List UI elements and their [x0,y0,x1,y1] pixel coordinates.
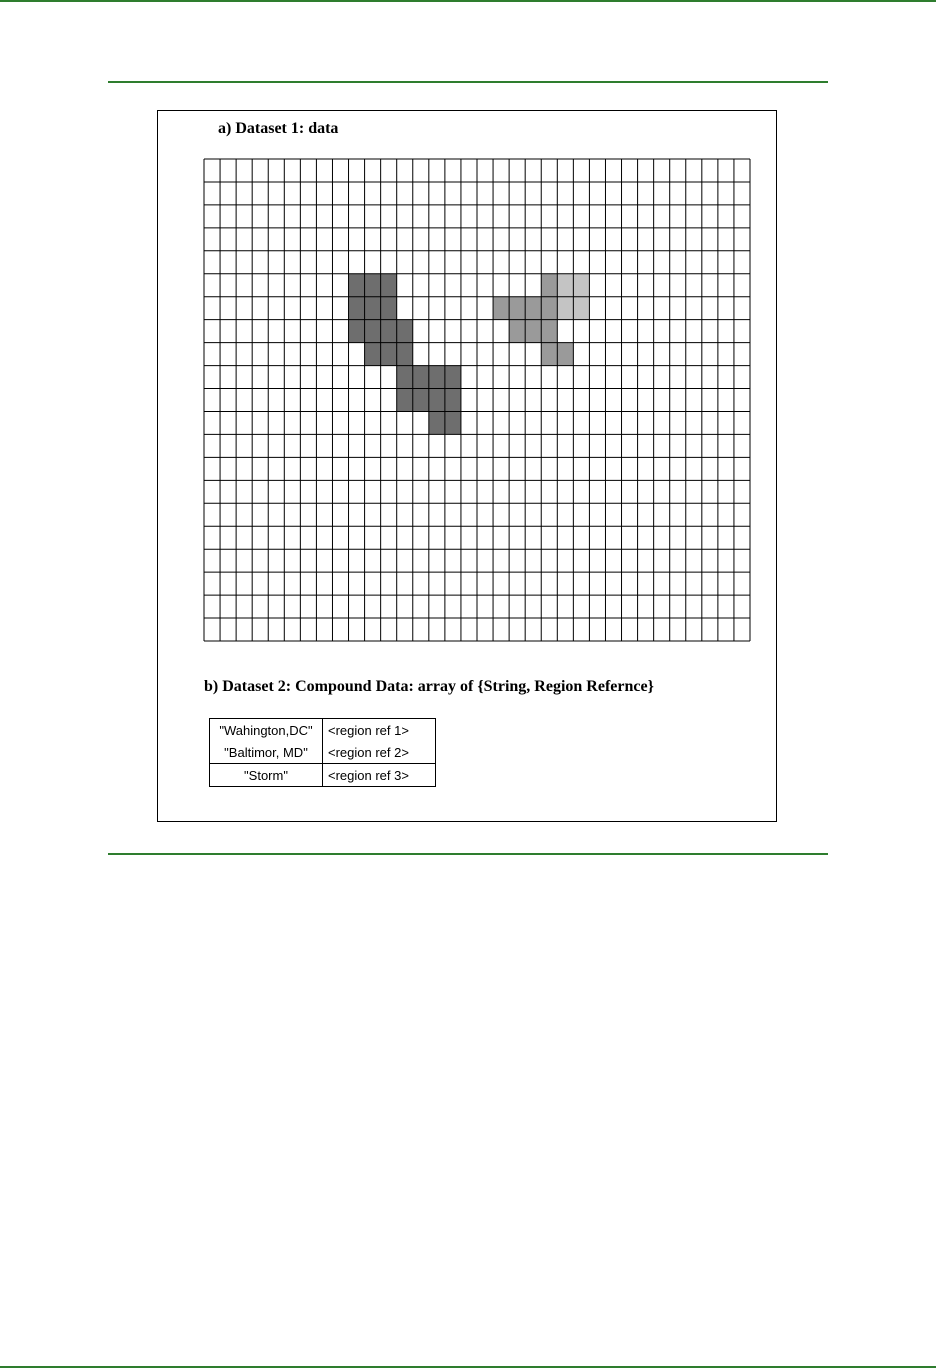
region-2-cell [557,343,573,366]
region-2-cell [541,297,557,320]
region-2-cell [509,297,525,320]
region-2-cell [493,297,509,320]
region-1-cell [445,411,461,434]
region-1-cell [397,320,413,343]
string-cell: "Wahington,DC" [210,719,323,742]
region-1-cell [365,297,381,320]
table-row [210,741,436,764]
region-2-cell [525,320,541,343]
region-1-cell [365,320,381,343]
table-row [210,764,436,787]
region-2-cell [541,274,557,297]
caption-dataset-1: a) Dataset 1: data [218,120,339,137]
string-cell: "Baltimor, MD" [210,741,323,764]
region-1-cell [381,343,397,366]
region-2-cell [525,297,541,320]
region-3-cell [573,297,589,320]
region-2-cell [541,343,557,366]
region-1-cell [413,366,429,389]
region-1-cell [381,297,397,320]
region-1-cell [397,389,413,412]
figure-frame [157,110,777,822]
caption-dataset-2: b) Dataset 2: Compound Data: array of {String, Region Refernce} [204,678,654,695]
region-1-cell [381,274,397,297]
dataset-1-grid [203,158,751,642]
region-1-cell [445,366,461,389]
string-cell: "Storm" [210,764,323,787]
region-1-cell [349,274,365,297]
table-row [210,719,436,742]
region-3-cell [573,274,589,297]
region-1-cell [429,366,445,389]
region-1-cell [445,389,461,412]
region-ref-cell: <region ref 3> [323,764,436,787]
region-1-cell [349,320,365,343]
region-1-cell [413,389,429,412]
region-1-cell [381,320,397,343]
region-2-cell [541,320,557,343]
region-1-cell [429,389,445,412]
region-2-cell [509,320,525,343]
region-1-cell [397,366,413,389]
region-1-cell [397,343,413,366]
region-1-cell [365,274,381,297]
page-bottom-rule [0,1366,936,1368]
region-ref-cell: <region ref 2> [328,744,409,760]
figure-top-rule [108,81,828,83]
region-1-cell [349,297,365,320]
compound-data-table [209,718,436,787]
region-ref-cell: <region ref 1> [328,722,409,738]
figure-bottom-rule [108,853,828,855]
region-1-cell [429,411,445,434]
region-3-cell [557,297,573,320]
page-top-rule [0,0,936,2]
region-1-cell [365,343,381,366]
region-3-cell [557,274,573,297]
